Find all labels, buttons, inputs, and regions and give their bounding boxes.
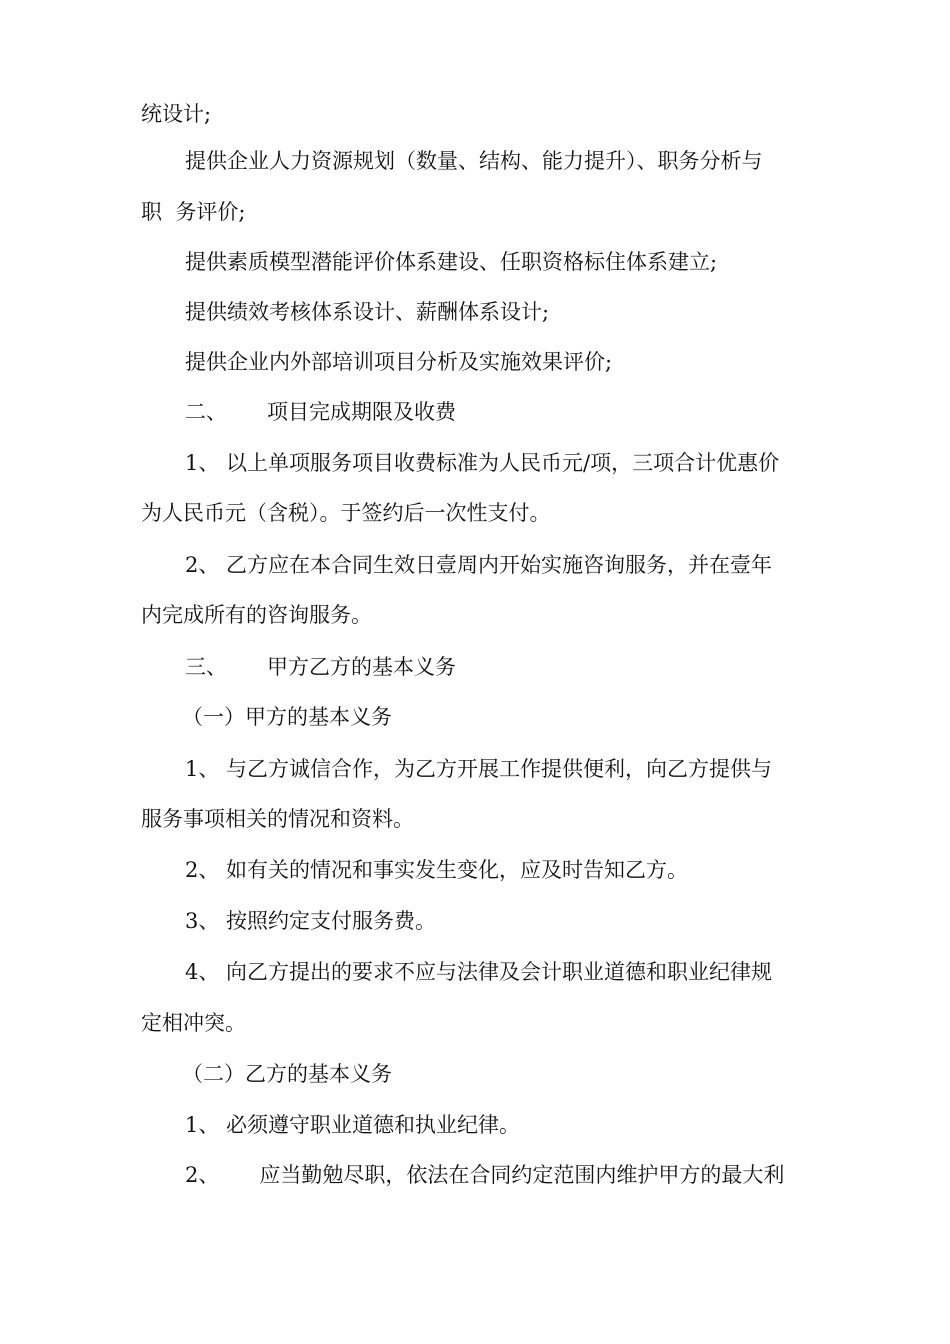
text-line: 3、 按照约定支付服务费。 (185, 909, 437, 933)
text-line: 定相冲突。 (141, 1011, 246, 1035)
text-line: 职 务评价; (141, 200, 246, 224)
text-line: 2、 应当勤勉尽职，依法在合同约定范围内维护甲方的最大利 (185, 1163, 785, 1187)
text-line: 1、 以上单项服务项目收费标准为人民币元/项，三项合计优惠价 (185, 451, 780, 475)
text-line: 1、 与乙方诚信合作，为乙方开展工作提供便利，向乙方提供与 (185, 757, 773, 781)
text-line: 为人民币元（含税）。于签约后一次性支付。 (141, 501, 551, 525)
text-line: 提供素质模型潜能评价体系建设、任职资格标住体系建立; (185, 250, 718, 274)
text-line: 提供企业内外部培训项目分析及实施效果评价; (185, 350, 613, 374)
text-line: 服务事项相关的情况和资料。 (141, 807, 414, 831)
subsection-heading: （一）甲方的基本义务 (182, 705, 392, 729)
section-heading: 三、 甲方乙方的基本义务 (185, 655, 457, 679)
text-line: 2、 如有关的情况和事实发生变化，应及时告知乙方。 (185, 858, 689, 882)
section-heading: 二、 项目完成期限及收费 (185, 400, 457, 424)
subsection-heading: （二）乙方的基本义务 (182, 1062, 392, 1086)
text-line: 2、 乙方应在本合同生效日壹周内开始实施咨询服务，并在壹年 (185, 553, 773, 577)
text-line: 1、 必须遵守职业道德和执业纪律。 (185, 1113, 521, 1137)
text-line: 提供企业人力资源规划（数量、结构、能力提升）、职务分析与 (185, 149, 763, 173)
text-line: 内完成所有的咨询服务。 (141, 603, 372, 627)
text-line: 提供绩效考核体系设计、薪酬体系设计; (185, 300, 550, 324)
text-line: 统设计; (141, 102, 212, 126)
text-line: 4、 向乙方提出的要求不应与法律及会计职业道德和职业纪律规 (185, 960, 773, 984)
